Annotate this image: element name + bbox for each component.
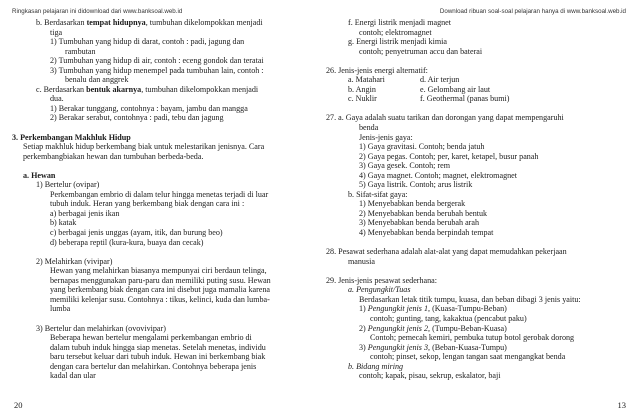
item-b1-line2: rambutan [65,46,96,56]
pengungkit-1: 1) Pengungkit jenis 1, (Kuasa-Tumpu-Beban) [359,304,507,314]
pengungkit-2: 2) Pengungkit jenis 2, (Tumpu-Beban-Kuasa) [359,323,507,333]
item-b3-line1: 3) Tumbuhan yang hidup menempel pada tumbuhan lain, contoh : [50,65,264,75]
q26-row2: b. Angin e. Gelombang air laut [348,84,491,94]
vivipar-heading: 2) Melahirkan (vivipar) [36,256,113,266]
vivipar-para-line3: yang berkembang biak dengan cara ini disebut juga mamalia karena [50,285,271,295]
item-b2: 2) Tumbuhan yang hidup di air, contoh : eceng gondok dan teratai [50,56,264,66]
ovovivipar-para-line1: Beberapa hewan bertelur mengalami perkembangan embrio di [50,333,252,343]
item-g-line1: g. Energi listrik menjadi kimia [348,37,447,47]
item-f-line1: f. Energi listrik menjadi magnet [348,18,452,27]
subsection-a-heading: a. Hewan [23,170,56,180]
q26-row3: c. Nuklir f. Geothermal (panas bumi) [348,94,510,104]
sifat-item-2: 2) Menyebabkan benda berubah bentuk [359,208,488,218]
ovipar-heading: 1) Bertelur (ovipar) [36,180,100,190]
pengungkit-2-example: Contoh; pemecah kemiri, pembuka tutup botol gerobak dorong [370,333,575,343]
page-number-left: 20 [14,400,23,410]
ovipar-item-d: d) beberapa reptil (kura-kura, buaya dan cecak) [50,237,204,247]
header-left: Ringkasan pelajaran ini didownload dari www.banksoal.web.id [12,8,183,15]
ovovivipar-heading: 3) Bertelur dan melahirkan (ovovivipar) [36,323,166,333]
section-3-para-line2: perkembangbiakan hewan dan tumbuhan berbeda-beda. [23,151,204,161]
item-f-line2: contoh; elektromagnet [359,27,432,37]
ovipar-item-c: c) berbagai jenis unggas (ayam, itik, dan burung beo) [50,228,223,238]
item-b3-line2: benalu dan anggrek [65,75,129,85]
ovovivipar-para-line5: kadal dan ular [50,371,96,381]
pengungkit-3: 3) Pengungkit jenis 3, (Beban-Kuasa-Tumpu) [359,342,507,352]
vivipar-para-line2: bernapas menggunakan paru-paru dan memiliki puting susu. Hewan [50,275,271,285]
ovovivipar-para-line2: dalam tubuh induk hingga siap menetas. Setelah menetas, individu [50,342,266,352]
ovipar-para-line2: tubuh induk. Heran yang berkembang biak dengan cara ini : [50,199,245,209]
q28-line2: manusia [348,256,375,266]
item-c2: 2) Berakar serabut, contohnya : padi, tebu dan jagung [50,113,224,123]
left-column [12,18,308,381]
gaya-item-3: 3) Gaya gesek. Contoh; rem [359,161,451,171]
ovipar-para-line1: Perkembangan embrio di dalam telur hingga menetas terjadi di luar [50,189,269,199]
vivipar-para-line5: lumba [50,304,71,314]
q26-heading: 26. Jenis-jenis energi alternatif: [326,65,428,75]
header-right: Download ribuan soal-soal pelajaran hanya di www.banksoal.web.id [439,8,626,15]
q27-b-heading: b. Sifat-sifat gaya: [348,189,408,199]
q29-b-heading: b. Bidang miring [348,361,404,371]
q29-b-example: contoh; kapak, pisau, sekrup, eskalator, baji [359,371,501,381]
vivipar-para-line1: Hewan yang melahirkan biasanya mempunyai ciri berdaun telinga, [50,266,267,276]
q28-line1: 28. Pesawat sederhana adalah alat-alat yang dapat memudahkan pekerjaan [326,247,567,257]
q29-heading: 29. Jenis-jenis pesawat sederhana: [326,275,438,285]
item-b-line2: tiga [50,27,63,37]
item-g-line2: contoh; penyetruman accu dan baterai [359,46,483,56]
q27-a-line1: 27. a. Gaya adalah suatu tarikan dan dorongan yang dapat mempengaruhi [326,113,564,123]
sifat-item-4: 4) Menyebabkan benda berpindah tempat [359,228,494,238]
section-3-heading: 3. Perkembangan Makhluk Hidup [12,132,131,142]
ovipar-item-b: b) katak [50,218,77,228]
gaya-item-1: 1) Gaya gravitasi. Contoh; benda jatuh [359,142,485,152]
right-column [326,18,628,381]
pengungkit-3-example: contoh; pinset, sekop, lengan tangan saat mengangkat benda [370,352,566,362]
sifat-item-3: 3) Menyebabkan benda berubah arah [359,218,480,228]
section-3-para-line1: Setiap makhluk hidup berkembang biak untuk melestarikan jenisnya. Cara [23,142,265,152]
pengungkit-1-example: contoh; gunting, tang, kakaktua (pencabut paku) [370,313,527,323]
item-c-line1: c. Berdasarkan bentuk akarnya, tumbuhan dikelompokkan menjadi [36,84,259,94]
item-c-line2: dua. [50,94,64,104]
ovovivipar-para-line4: dengan cara bertelur dan melahirkan. Contohnya beberapa jenis [50,361,257,371]
q27-jenis-heading: Jenis-jenis gaya: [359,132,413,142]
q26-row1: a. Matahari d. Air terjun [348,75,460,85]
gaya-item-5: 5) Gaya listrik. Contoh; arus listrik [359,180,473,190]
item-b-line1: b. Berdasarkan tempat hidupnya, tumbuhan dikelompokkan menjadi [36,18,263,27]
q29-a-heading: a. Pengungkit/Tuas [348,285,411,295]
item-c1: 1) Berakar tunggang, contohnya : bayam, jambu dan mangga [50,103,248,113]
q27-a-line2: benda [359,123,379,133]
ovipar-item-a: a) berbagai jenis ikan [50,208,120,218]
vivipar-para-line4: memiliki kelenjar susu. Contohnya : tikus, kelinci, kuda dan lumba- [50,294,270,304]
q29-a-para: Berdasarkan letak titik tumpu, kuasa, dan beban dibagi 3 jenis yaitu: [359,294,581,304]
gaya-item-4: 4) Gaya magnet. Contoh; magnet, elektromagnet [359,170,518,180]
item-b1-line1: 1) Tumbuhan yang hidup di darat, contoh : padi, jagung dan [50,37,245,47]
sifat-item-1: 1) Menyebabkan benda bergerak [359,199,466,209]
page-number-right: 13 [617,400,626,410]
ovovivipar-para-line3: baru tersebut keluar dari tubuh induk. Hewan ini berkembang biak [50,352,266,362]
gaya-item-2: 2) Gaya pegas. Contoh; per, karet, ketapel, busur panah [359,151,539,161]
